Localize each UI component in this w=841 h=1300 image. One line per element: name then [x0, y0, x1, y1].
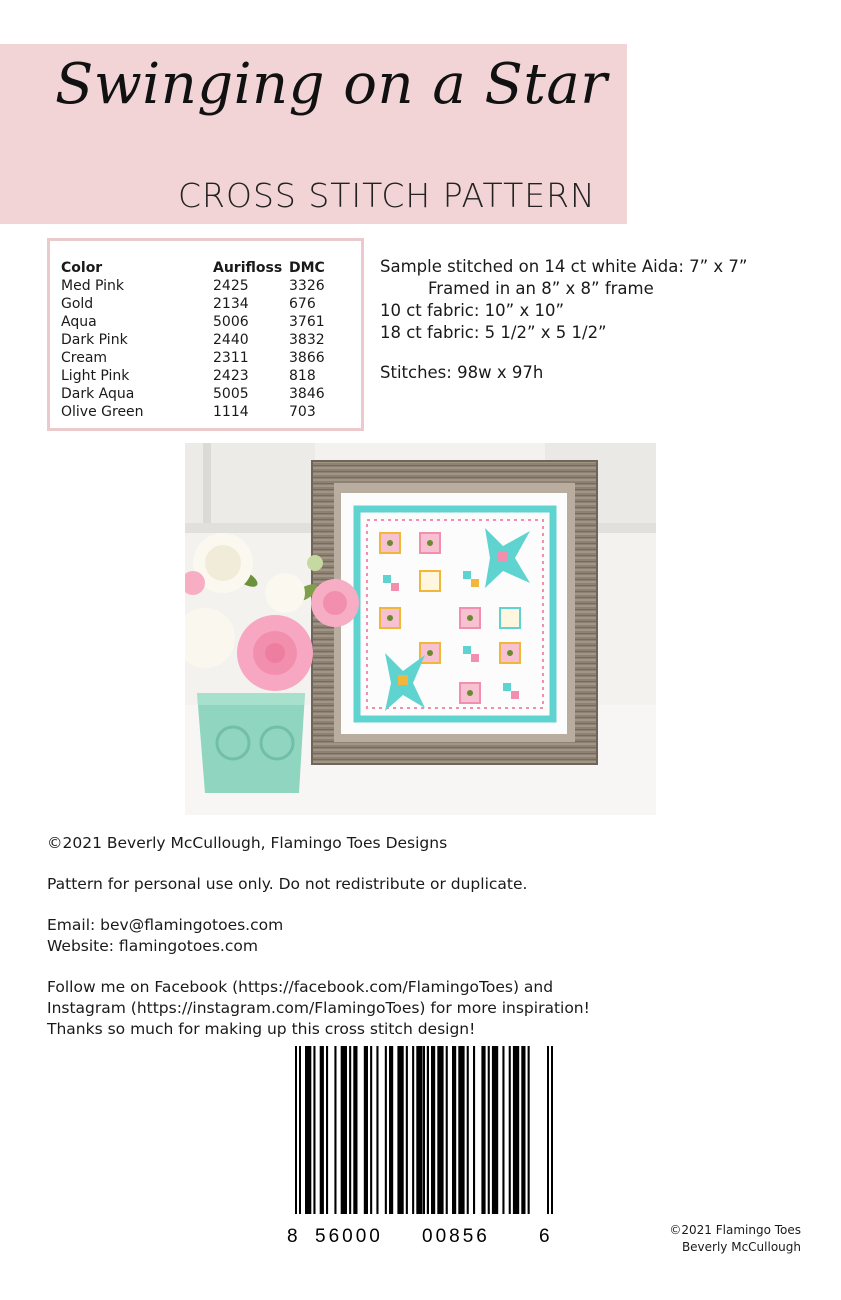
barcode-bar — [341, 1046, 347, 1214]
barcode-bar — [305, 1046, 311, 1214]
dmc-code: 703 — [289, 404, 316, 420]
aurifloss-code: 2425 — [213, 278, 249, 294]
dmc-code: 3866 — [289, 350, 325, 366]
table-row — [61, 295, 349, 313]
barcode-bar — [376, 1046, 378, 1214]
color-name: Dark Pink — [61, 332, 128, 348]
barcode-digit-right: 6 — [539, 1226, 550, 1246]
barcode-bar — [473, 1046, 475, 1214]
barcode-graphic — [283, 1046, 553, 1246]
table-row — [61, 331, 349, 349]
barcode-bar — [364, 1046, 368, 1214]
barcode-digits-group-1: 56000 — [315, 1226, 383, 1246]
barcode-bar — [467, 1046, 469, 1214]
dmc-code: 3326 — [289, 278, 325, 294]
barcode-bar — [397, 1046, 403, 1214]
barcode-bar — [437, 1046, 443, 1214]
color-name: Olive Green — [61, 404, 144, 420]
barcode-bar — [431, 1046, 435, 1214]
page-title: Swinging on a Star — [55, 52, 608, 117]
barcode-bar — [385, 1046, 387, 1214]
barcode-bar — [502, 1046, 504, 1214]
page-subtitle: CROSS STITCH PATTERN — [178, 176, 596, 215]
aurifloss-code: 2311 — [213, 350, 249, 366]
barcode-bar — [313, 1046, 315, 1214]
product-photo — [185, 443, 656, 815]
barcode-digit-left: 8 — [287, 1226, 298, 1246]
footer-author: Beverly McCullough — [681, 1240, 801, 1254]
barcode-bar — [353, 1046, 357, 1214]
follow-text-line-1: Follow me on Facebook (https://facebook.com/FlamingoToes) and — [47, 978, 554, 996]
table-row — [61, 349, 349, 367]
barcode-bar — [370, 1046, 372, 1214]
dmc-code: 3846 — [289, 386, 325, 402]
aurifloss-code: 2423 — [213, 368, 249, 384]
dmc-code: 3832 — [289, 332, 325, 348]
dmc-code: 3761 — [289, 314, 325, 330]
aurifloss-code: 2134 — [213, 296, 249, 312]
barcode-bar — [521, 1046, 525, 1214]
barcode-guard-bar — [547, 1046, 549, 1228]
barcode-bar — [416, 1046, 422, 1214]
color-name: Aqua — [61, 314, 97, 330]
spec-sample-size: Sample stitched on 14 ct white Aida: 7” x 7” — [380, 257, 748, 276]
table-row — [61, 403, 349, 421]
follow-text-line-2: Instagram (https://instagram.com/FlamingoToes) for more inspiration! — [47, 999, 590, 1017]
pattern-specs — [380, 256, 747, 384]
barcode-bar — [389, 1046, 393, 1214]
barcode-bar — [492, 1046, 498, 1214]
barcode-guard-bar — [551, 1046, 553, 1228]
credits-section — [47, 833, 590, 1040]
spec-10ct-size: 10 ct fabric: 10” x 10” — [380, 301, 565, 320]
email-text: Email: bev@flamingotoes.com — [47, 916, 284, 934]
website-text: Website: flamingotoes.com — [47, 937, 258, 955]
table-row — [61, 277, 349, 295]
column-header-dmc: DMC — [289, 260, 325, 276]
barcode-digits-group-2: 00856 — [422, 1226, 490, 1246]
table-header-row — [61, 259, 349, 277]
barcode-bar — [349, 1046, 351, 1214]
barcode-guard-bar — [295, 1046, 297, 1228]
barcode-bar — [452, 1046, 456, 1214]
color-key-box — [47, 238, 364, 431]
aurifloss-code: 1114 — [213, 404, 249, 420]
color-name: Light Pink — [61, 368, 130, 384]
footer-note — [620, 1222, 801, 1256]
color-key-table — [61, 259, 349, 421]
color-name: Cream — [61, 350, 108, 366]
barcode-bar — [458, 1046, 464, 1214]
column-header-aurifloss: Aurifloss — [213, 260, 283, 276]
barcode-guard-bar — [427, 1046, 429, 1228]
footer-copyright: ©2021 Flamingo Toes — [669, 1223, 801, 1237]
spec-stitch-count: Stitches: 98w x 97h — [380, 363, 544, 382]
barcode-bar — [412, 1046, 414, 1214]
aurifloss-code: 2440 — [213, 332, 249, 348]
barcode-guard-bar — [423, 1046, 425, 1228]
barcode-bar — [406, 1046, 408, 1214]
table-row — [61, 313, 349, 331]
barcode-bar — [334, 1046, 336, 1214]
table-row — [61, 367, 349, 385]
barcode-guard-bar — [299, 1046, 301, 1228]
usage-notice: Pattern for personal use only. Do not redistribute or duplicate. — [47, 875, 528, 893]
table-row — [61, 385, 349, 403]
barcode-bar — [488, 1046, 490, 1214]
barcode-bar — [513, 1046, 519, 1214]
color-name: Gold — [61, 296, 94, 312]
dmc-code: 676 — [289, 296, 316, 312]
barcode-bar — [528, 1046, 530, 1214]
barcode-bar — [509, 1046, 511, 1214]
aurifloss-code: 5006 — [213, 314, 249, 330]
spec-frame-size: Framed in an 8” x 8” frame — [428, 279, 654, 298]
thanks-text: Thanks so much for making up this cross stitch design! — [47, 1020, 476, 1038]
color-name: Dark Aqua — [61, 386, 135, 402]
dmc-code: 818 — [289, 368, 316, 384]
barcode-bar — [320, 1046, 324, 1214]
framed-stitch-illustration — [185, 443, 656, 815]
barcode-bar — [326, 1046, 328, 1214]
spec-18ct-size: 18 ct fabric: 5 1/2” x 5 1/2” — [380, 323, 607, 342]
color-name: Med Pink — [61, 278, 125, 294]
column-header-color: Color — [61, 260, 103, 276]
aurifloss-code: 5005 — [213, 386, 249, 402]
barcode — [283, 1046, 553, 1246]
barcode-bar — [446, 1046, 448, 1214]
copyright-text: ©2021 Beverly McCullough, Flamingo Toes Designs — [47, 834, 448, 852]
barcode-bar — [481, 1046, 485, 1214]
